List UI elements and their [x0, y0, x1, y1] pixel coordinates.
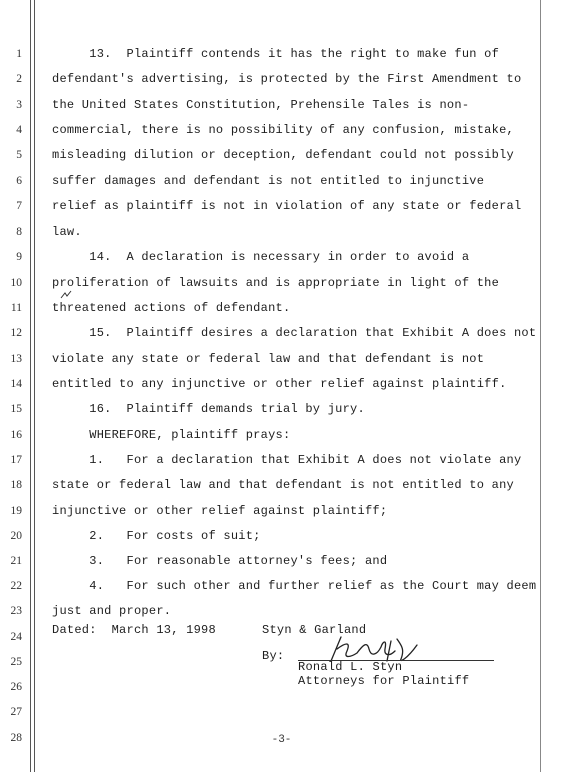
- body-line: 15. Plaintiff desires a declaration that Exhibit A does not: [52, 326, 537, 340]
- line-number: 7: [16, 200, 22, 212]
- line-number: 9: [16, 251, 22, 263]
- body-line: 1. For a declaration that Exhibit A does not violate any: [52, 453, 522, 467]
- body-line: entitled to any injunctive or other relief against plaintiff.: [52, 377, 507, 391]
- line-number: 11: [10, 302, 22, 314]
- line-number: 27: [10, 706, 22, 718]
- line-number: 3: [16, 99, 22, 111]
- hand-mark: [60, 290, 72, 300]
- body-line: commercial, there is no possibility of any confusion, mistake,: [52, 123, 514, 137]
- line-number: 17: [10, 454, 22, 466]
- line-number: 23: [10, 605, 22, 617]
- signer-name: Ronald L. Styn: [298, 660, 403, 674]
- line-number: 14: [10, 378, 22, 390]
- line-number: 19: [10, 505, 22, 517]
- dated-line: Dated: March 13, 1998: [52, 623, 216, 637]
- line-number: 12: [10, 327, 22, 339]
- body-line: 4. For such other and further relief as the Court may deem: [52, 579, 537, 593]
- body-line: 14. A declaration is necessary in order to avoid a: [52, 250, 470, 264]
- body-line: 13. Plaintiff contends it has the right to make fun of: [52, 47, 500, 61]
- margin-rule-right: [540, 0, 541, 772]
- body-line: suffer damages and defendant is not entitled to injunctive: [52, 174, 485, 188]
- body-line: WHEREFORE, plaintiff prays:: [52, 428, 291, 442]
- body-line: defendant's advertising, is protected by the First Amendment to: [52, 72, 522, 86]
- body-line: injunctive or other relief against plaintiff;: [52, 504, 388, 518]
- line-number: 16: [10, 429, 22, 441]
- body-line: state or federal law and that defendant is not entitled to any: [52, 478, 514, 492]
- line-number: 22: [10, 580, 22, 592]
- firm-name: Styn & Garland: [262, 623, 367, 637]
- body-line: 3. For reasonable attorney's fees; and: [52, 554, 388, 568]
- line-number: 13: [10, 353, 22, 365]
- body-line: threatened actions of defendant.: [52, 301, 291, 315]
- line-number: 28: [10, 732, 22, 744]
- line-number: 8: [16, 226, 22, 238]
- line-number: 25: [10, 656, 22, 668]
- body-line: the United States Constitution, Prehensile Tales is non-: [52, 98, 470, 112]
- body-line: relief as plaintiff is not in violation of any state or federal: [52, 199, 522, 213]
- line-number: 18: [10, 479, 22, 491]
- by-label: By:: [262, 649, 285, 663]
- line-number: 21: [10, 555, 22, 567]
- body-line: law.: [52, 225, 82, 239]
- body-line: proliferation of lawsuits and is appropriate in light of the: [52, 276, 500, 290]
- line-number: 10: [10, 277, 22, 289]
- margin-rule-left: [30, 0, 31, 772]
- body-line: 16. Plaintiff demands trial by jury.: [52, 402, 365, 416]
- line-number: 26: [10, 681, 22, 693]
- body-line: just and proper.: [52, 604, 172, 618]
- body-line: misleading dilution or deception, defendant could not possibly: [52, 148, 514, 162]
- page-number: -3-: [271, 734, 292, 746]
- line-number: 2: [16, 73, 22, 85]
- line-number: 20: [10, 530, 22, 542]
- line-number: 1: [16, 48, 22, 60]
- body-line: violate any state or federal law and that defendant is not: [52, 352, 485, 366]
- line-number: 24: [10, 631, 22, 643]
- signer-title: Attorneys for Plaintiff: [298, 674, 470, 688]
- line-number: 6: [16, 175, 22, 187]
- line-number: 4: [16, 124, 22, 136]
- margin-rule-left-inner: [34, 0, 35, 772]
- body-line: 2. For costs of suit;: [52, 529, 261, 543]
- line-number: 5: [16, 149, 22, 161]
- line-number: 15: [10, 403, 22, 415]
